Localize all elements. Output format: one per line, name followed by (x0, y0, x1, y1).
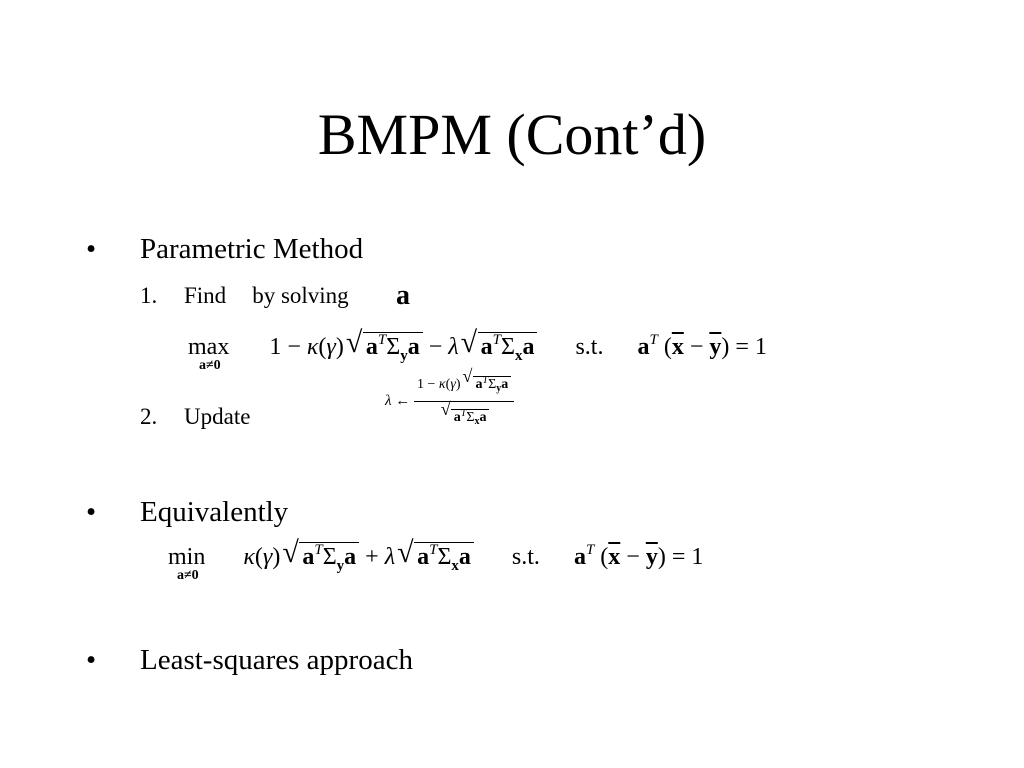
bullet-text: Least-squares approach (140, 644, 413, 676)
step-text-after: by solving (252, 283, 349, 308)
slide-title: BMPM (Cont’d) (317, 102, 707, 167)
bullet-text: Parametric Method (140, 233, 364, 265)
equation-min: min κ(γ) √ $a^T\Sigma_ya + \lambda$ √ $a^T\Sigma_xa$ s.t. $a^T$ $(\overline{x} - \overline{y}) = 1$ (168, 536, 704, 574)
bullet-parametric-method (86, 231, 363, 267)
step-variable-a: a (396, 280, 410, 311)
bullet-equivalently (86, 494, 288, 530)
step-number: 2. (140, 404, 158, 429)
bullet-symbol: • (86, 644, 97, 676)
step-2 (140, 403, 250, 431)
eq1-op: max (188, 334, 230, 360)
eq1-constraint-under: a≠0 (199, 358, 221, 373)
equation-max: max 1 − κ(γ) √ $a^T\Sigma_ya - \lambda$ √ $a^T\Sigma_xa$ s.t. $a^T$ $(\overline{x} - \overline{y}) = 1$ (188, 326, 767, 364)
bullet-text: Equivalently (140, 496, 289, 528)
eq2-op: min (168, 544, 206, 570)
step-1 (140, 282, 349, 310)
step-text: Update (184, 404, 251, 429)
step-text-before: Find (184, 283, 227, 308)
bullet-least-squares (86, 642, 413, 678)
eq1-st: s.t. (575, 334, 604, 360)
bullet-symbol: • (86, 496, 97, 528)
bullet-symbol: • (86, 233, 97, 265)
eq2-st: s.t. (511, 544, 540, 570)
eq2-constraint-under: a≠0 (177, 568, 199, 583)
lambda-update: λ ← 1 − κ(γ) √ $a^T\Sigma_ya$ √ $a^T\Sigma_xa$ (385, 370, 514, 433)
step-number: 1. (140, 283, 158, 308)
